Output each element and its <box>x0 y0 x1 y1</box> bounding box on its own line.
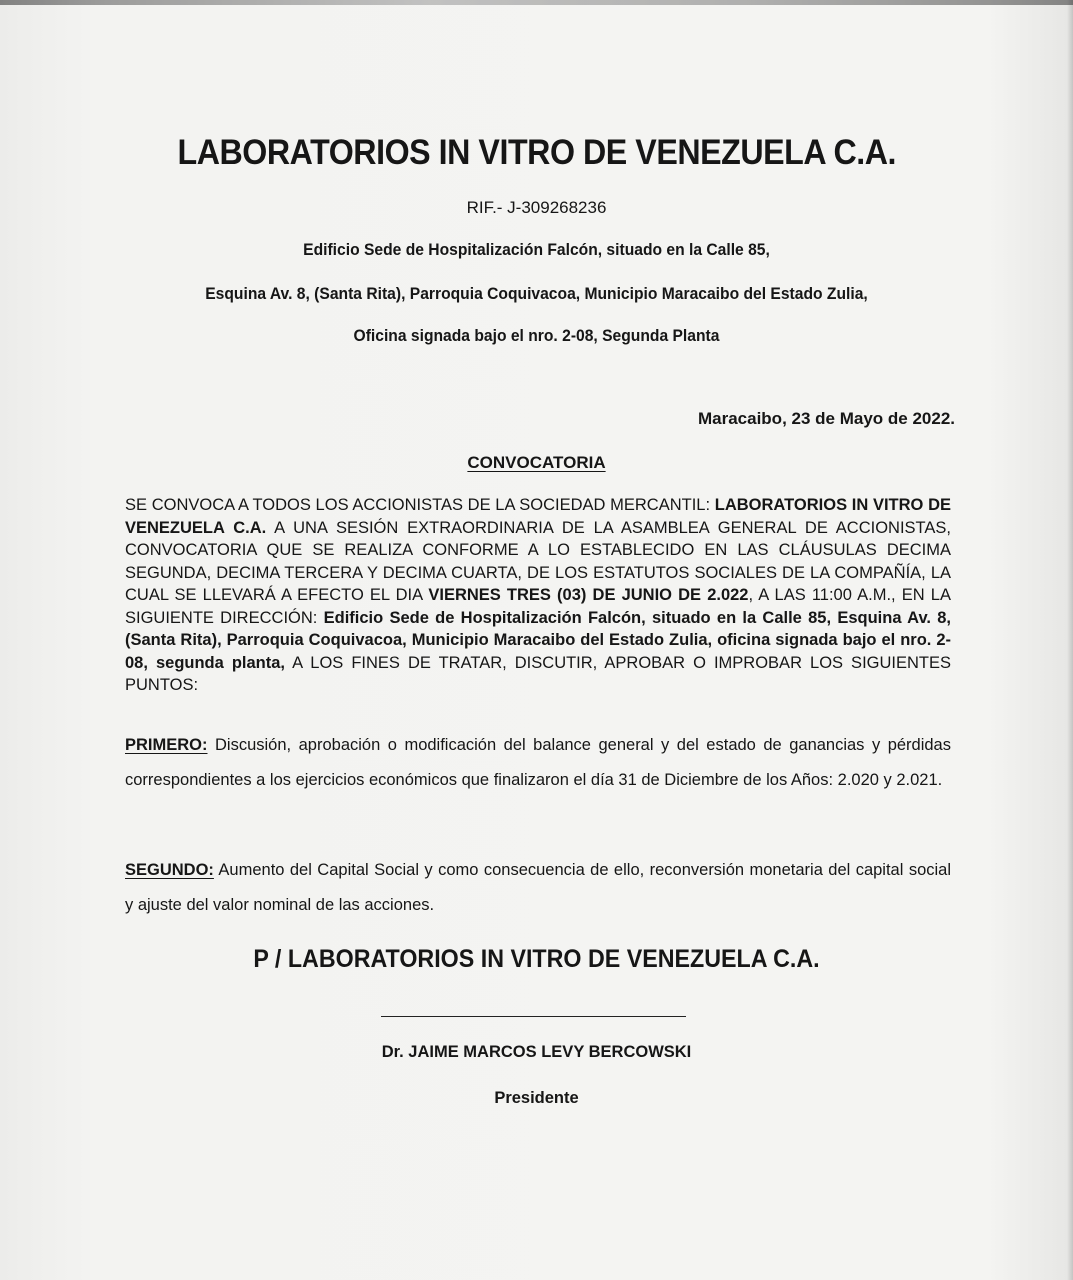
signer-role: Presidente <box>494 1089 579 1107</box>
point-label: SEGUNDO: <box>125 861 214 879</box>
scan-top-edge <box>0 0 1073 5</box>
body-text-4: A LOS FINES DE TRATAR, DISCUTIR, APROBAR O IMPROBAR LOS SIGUIENTES PUNTOS: <box>125 653 951 694</box>
convocatoria-title: CONVOCATORIA <box>467 453 606 472</box>
point-text: Aumento del Capital Social y como consecuencia de ello, reconversión monetaria del capital social y ajuste del valor nominal de las acciones. <box>125 861 951 914</box>
point-text: Discusión, aprobación o modificación del balance general y del estado de ganancias y pérdidas correspondientes a los ejercicios económicos que finalizaron el día 31 de Diciembre de los Años: 2.020 y 2.021. <box>125 736 951 789</box>
body-text-3: , A LAS 11:00 A.M., EN LA SIGUIENTE DIRECCIÓN: <box>125 586 951 627</box>
agenda-point-primero <box>125 728 951 798</box>
signature-company: P / LABORATORIOS IN VITRO DE VENEZUELA C.A. <box>253 945 820 973</box>
signer-name: Dr. JAIME MARCOS LEVY BERCOWSKI <box>381 1043 692 1061</box>
body-text-2: A UNA SESIÓN EXTRAORDINARIA DE LA ASAMBLEA GENERAL DE ACCIONISTAS, CONVOCATORIA QUE SE REALIZA CONFORME A LO ESTABLECIDO EN LAS CLÁUSULAS DECIMA SEGUNDA, DECIMA TERCERA Y DECIMA CUARTA, DE LOS ESTATUTOS SOCIALES DE LA COMPAÑÍA, LA CUAL SE LLEVARÁ A EFECTO EL DIA <box>125 518 952 604</box>
rif-number: RIF.- J-309268236 <box>466 198 607 217</box>
agenda-point-segundo <box>125 853 951 923</box>
body-bold-address: Edificio Sede de Hospitalización Falcón, situado en la Calle 85, Esquina Av. 8, (Santa Rita), Parroquia Coquivacoa, Municipio Maracaibo del Estado Zulia, oficina signada bajo el nro. 2-08, segunda planta, <box>125 608 951 672</box>
body-bold-date: VIERNES TRES (03) DE JUNIO DE 2.022 <box>428 586 749 604</box>
point-label: PRIMERO: <box>125 736 208 754</box>
address-line-2: Esquina Av. 8, (Santa Rita), Parroquia Coquivacoa, Municipio Maracaibo del Estado Zulia, <box>205 284 868 303</box>
body-text-1: SE CONVOCA A TODOS LOS ACCIONISTAS DE LA SOCIEDAD MERCANTIL: <box>125 496 715 514</box>
scan-right-edge <box>1067 0 1073 1280</box>
body-bold-company: LABORATORIOS IN VITRO DE VENEZUELA C.A. <box>125 496 951 537</box>
address-line-3: Oficina signada bajo el nro. 2-08, Segunda Planta <box>353 326 720 345</box>
convocatoria-heading <box>0 453 1073 473</box>
company-title: LABORATORIOS IN VITRO DE VENEZUELA C.A. <box>177 133 897 172</box>
address-line-1: Edificio Sede de Hospitalización Falcón, situado en la Calle 85, <box>303 240 770 259</box>
document-date: Maracaibo, 23 de Mayo de 2022. <box>697 409 955 428</box>
convocatoria-body <box>125 494 951 697</box>
signature-line <box>381 1016 686 1017</box>
